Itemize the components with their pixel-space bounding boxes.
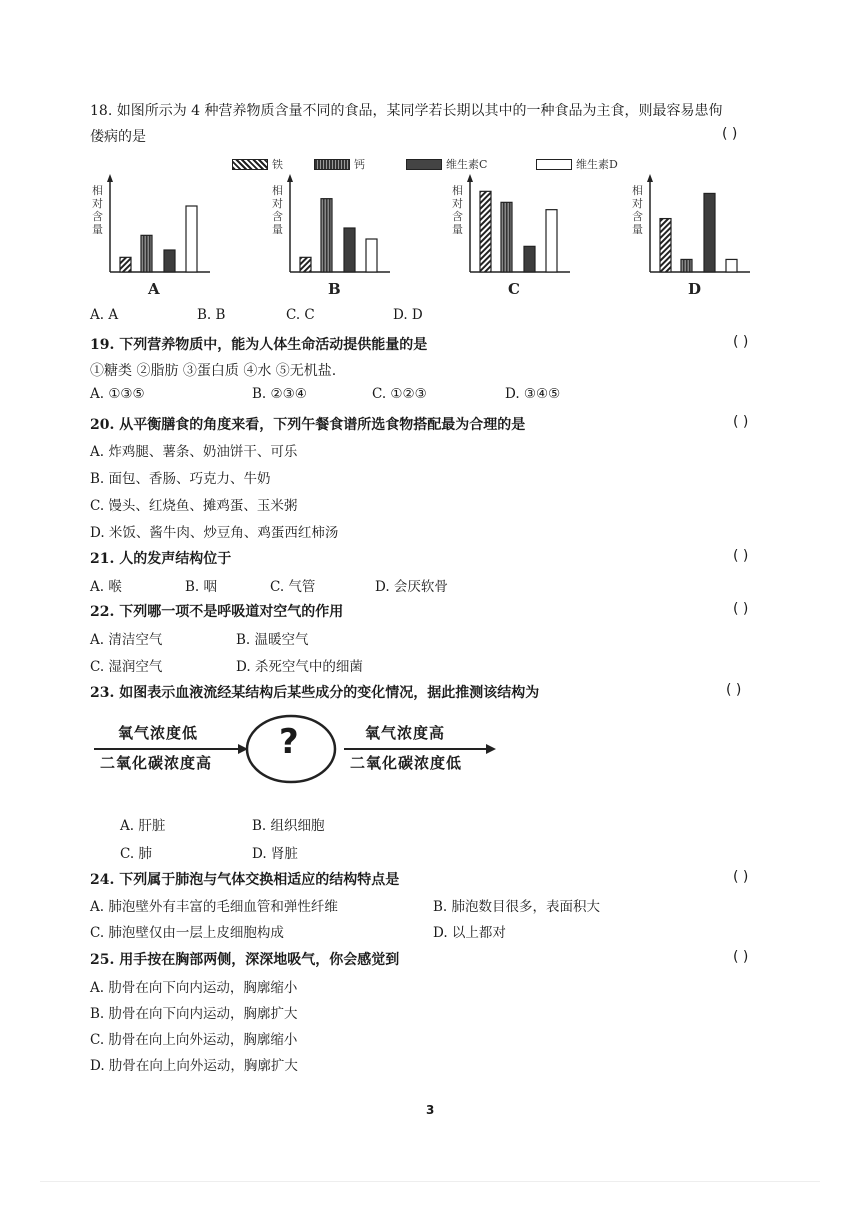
- chart-d-bar-vitamin-c: [704, 193, 715, 272]
- q18-option-c[interactable]: C. C: [286, 307, 315, 323]
- nutrient-charts: [80, 172, 780, 302]
- q20-stem: 20. 从平衡膳食的角度来看，下列午餐食谱所选食物搭配最为合理的是: [90, 417, 526, 433]
- chart-b-ylabel-char: 含: [272, 210, 283, 223]
- chart-a-y-arrow: [107, 174, 113, 182]
- chart-a-ylabel-char: 量: [92, 223, 103, 236]
- chart-a-bar-iron: [120, 257, 131, 272]
- q18-option-b[interactable]: B. B: [197, 307, 226, 323]
- q22-stem: 22. 下列哪一项不是呼吸道对空气的作用: [90, 604, 344, 620]
- right-oxygen-label: 氧气浓度高: [365, 724, 446, 742]
- chart-d-ylabel-char: 含: [632, 210, 643, 223]
- legend-item-vitamin-c: [406, 156, 487, 172]
- q20-answer-bracket: ( ): [733, 414, 749, 430]
- chart-b-bar-iron: [300, 257, 311, 272]
- q21-option-d[interactable]: D. 会厌软骨: [375, 579, 448, 595]
- q21-option-c[interactable]: C. 气管: [270, 579, 316, 595]
- left-co2-label: 二氧化碳浓度高: [100, 754, 213, 772]
- q25-option-c[interactable]: C. 肋骨在向上向外运动，胸廓缩小: [90, 1032, 298, 1048]
- q25-option-b[interactable]: B. 肋骨在向下向内运动，胸廓扩大: [90, 1006, 298, 1022]
- legend-item-iron: [232, 156, 283, 172]
- chart-a-bar-calcium: [141, 235, 152, 272]
- q19-items: ①糖类 ②脂肪 ③蛋白质 ④水 ⑤无机盐.: [90, 363, 337, 379]
- legend-swatch-vitamin-d: [536, 159, 572, 170]
- chart-c-ylabel-char: 量: [452, 223, 463, 236]
- q18-stem-line2: 偻病的是: [90, 129, 146, 145]
- legend-swatch-iron: [232, 159, 268, 170]
- q20-option-c[interactable]: C. 馒头、红烧鱼、摊鸡蛋、玉米粥: [90, 498, 298, 514]
- chart-a-ylabel-char: 对: [92, 197, 103, 210]
- legend-swatch-vitamin-c: [406, 159, 442, 170]
- q23-option-b[interactable]: B. 组织细胞: [252, 818, 325, 834]
- q21-option-b[interactable]: B. 咽: [185, 579, 218, 595]
- q22-option-a[interactable]: A. 清洁空气: [90, 632, 163, 648]
- q18-option-d[interactable]: D. D: [393, 307, 423, 323]
- chart-c-bar-iron: [480, 191, 491, 272]
- q22-option-d[interactable]: D. 杀死空气中的细菌: [236, 659, 363, 675]
- chart-a-ylabel-char: 含: [92, 210, 103, 223]
- q25-option-a[interactable]: A. 肋骨在向下向内运动，胸廓缩小: [90, 980, 298, 996]
- chart-b-bar-calcium: [321, 199, 332, 272]
- chart-d-ylabel-char: 对: [632, 197, 643, 210]
- q20-option-b[interactable]: B. 面包、香肠、巧克力、牛奶: [90, 471, 271, 487]
- q21-option-a[interactable]: A. 喉: [90, 579, 122, 595]
- q22-option-c[interactable]: C. 湿润空气: [90, 659, 163, 675]
- chart-d-title: D: [688, 280, 702, 298]
- q24-answer-bracket: ( ): [733, 869, 749, 885]
- chart-c-ylabel-char: 相: [452, 184, 463, 197]
- q23-option-c[interactable]: C. 肺: [120, 846, 152, 862]
- q19-option-b[interactable]: B. ②③④: [252, 386, 307, 402]
- chart-b-y-arrow: [287, 174, 293, 182]
- q19-option-d[interactable]: D. ③④⑤: [505, 386, 561, 402]
- q23-option-d[interactable]: D. 肾脏: [252, 846, 298, 862]
- chart-c-bar-vitamin-d: [546, 210, 557, 272]
- chart-b-bar-vitamin-c: [344, 228, 355, 272]
- legend-item-vitamin-d: [536, 156, 618, 172]
- q24-stem: 24. 下列属于肺泡与气体交换相适应的结构特点是: [90, 872, 400, 888]
- chart-d-bar-calcium: [681, 259, 692, 272]
- q18-option-a[interactable]: A. A: [90, 307, 119, 323]
- chart-b-ylabel-char: 对: [272, 197, 283, 210]
- legend-label-vitamin-d: 维生素D: [576, 158, 618, 171]
- chart-a-bar-vitamin-d: [186, 206, 197, 272]
- q19-option-c[interactable]: C. ①②③: [372, 386, 427, 402]
- right-arrow-head: [486, 744, 496, 754]
- right-co2-label: 二氧化碳浓度低: [350, 754, 463, 772]
- q23-answer-bracket: ( ): [726, 682, 742, 698]
- chart-c-ylabel-char: 含: [452, 210, 463, 223]
- chart-d-bar-iron: [660, 219, 671, 272]
- chart-d-ylabel-char: 相: [632, 184, 643, 197]
- q25-stem: 25. 用手按在胸部两侧，深深地吸气，你会感觉到: [90, 952, 400, 968]
- chart-c-ylabel-char: 对: [452, 197, 463, 210]
- chart-b-bar-vitamin-d: [366, 239, 377, 272]
- chart-c-y-arrow: [467, 174, 473, 182]
- q18-stem-line1: 18. 如图所示为 4 种营养物质含量不同的食品，某同学若长期以其中的一种食品为主食，则最容易患佝: [90, 103, 723, 119]
- legend-item-calcium: [314, 156, 365, 172]
- page-footer-divider: [40, 1181, 820, 1182]
- chart-a-title: A: [148, 280, 160, 298]
- q24-option-b[interactable]: B. 肺泡数目很多，表面积大: [433, 899, 601, 915]
- chart-a-ylabel-char: 相: [92, 184, 103, 197]
- q25-option-d[interactable]: D. 肋骨在向上向外运动，胸廓扩大: [90, 1058, 298, 1074]
- q19-option-a[interactable]: A. ①③⑤: [90, 386, 145, 402]
- q23-option-a[interactable]: A. 肝脏: [120, 818, 166, 834]
- legend-label-vitamin-c: 维生素C: [446, 158, 488, 171]
- q18-answer-bracket: ( ): [722, 126, 738, 142]
- chart-d-ylabel-char: 量: [632, 223, 643, 236]
- q21-stem: 21. 人的发声结构位于: [90, 551, 232, 567]
- question-mark: ?: [279, 722, 299, 762]
- q23-stem: 23. 如图表示血液流经某结构后某些成分的变化情况，据此推测该结构为: [90, 685, 540, 701]
- q22-answer-bracket: ( ): [733, 601, 749, 617]
- chart-c-title: C: [508, 280, 520, 298]
- q25-answer-bracket: ( ): [733, 949, 749, 965]
- q22-option-b[interactable]: B. 温暖空气: [236, 632, 309, 648]
- chart-a-bar-vitamin-c: [164, 250, 175, 272]
- q24-option-c[interactable]: C. 肺泡壁仅由一层上皮细胞构成: [90, 925, 284, 941]
- q19-stem: 19. 下列营养物质中，能为人体生命活动提供能量的是: [90, 337, 428, 353]
- q21-answer-bracket: ( ): [733, 548, 749, 564]
- legend-label-iron: 铁: [272, 158, 283, 171]
- chart-b-ylabel-char: 量: [272, 223, 283, 236]
- q19-answer-bracket: ( ): [733, 334, 749, 350]
- chart-d-y-arrow: [647, 174, 653, 182]
- chart-b-title: B: [328, 280, 341, 298]
- legend-label-calcium: 钙: [354, 158, 365, 171]
- legend-swatch-calcium: [314, 159, 350, 170]
- q20-option-a[interactable]: A. 炸鸡腿、薯条、奶油饼干、可乐: [90, 444, 298, 460]
- q24-option-d[interactable]: D. 以上都对: [433, 925, 506, 941]
- chart-d-bar-vitamin-d: [726, 259, 737, 272]
- chart-c-bar-vitamin-c: [524, 246, 535, 272]
- q20-option-d[interactable]: D. 米饭、酱牛肉、炒豆角、鸡蛋西红柿汤: [90, 525, 339, 541]
- chart-b-ylabel-char: 相: [272, 184, 283, 197]
- q24-option-a[interactable]: A. 肺泡壁外有丰富的毛细血管和弹性纤维: [90, 899, 338, 915]
- left-oxygen-label: 氧气浓度低: [118, 724, 199, 742]
- chart-c-bar-calcium: [501, 202, 512, 272]
- page-number: 3: [426, 1103, 435, 1117]
